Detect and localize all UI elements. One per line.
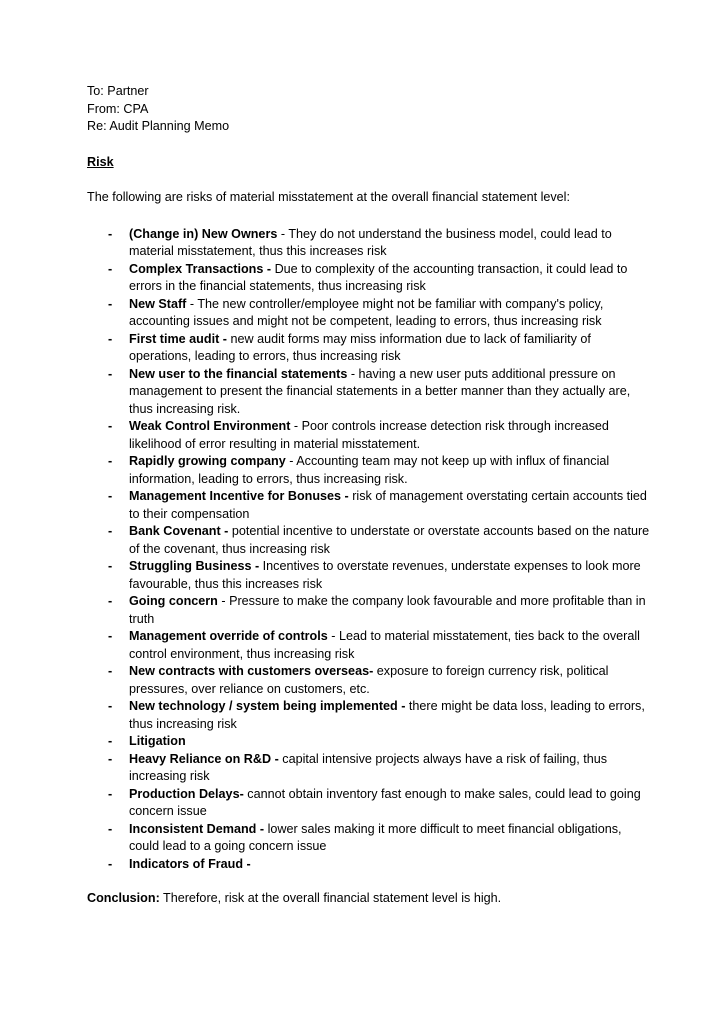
bullet-dash: - [108,821,113,836]
bullet-dash: - [108,751,113,766]
risk-term: Inconsistent Demand - [129,821,268,836]
risk-term: New user to the financial statements [129,366,348,381]
risk-item [87,226,654,261]
conclusion-label: Conclusion: [87,891,160,905]
risk-description: lower sales making it more difficult to meet financial obligations, could lead to a going concern issue [129,821,622,853]
risk-item [87,856,654,874]
risk-term: Weak Control Environment [129,419,291,433]
bullet-dash: - [108,524,113,538]
intro-text: The following are risks of material misstatement at the overall financial statement level: [87,190,570,204]
risk-term: (Change in) New Owners [129,226,278,241]
risk-term: Litigation [129,734,186,748]
risk-term: Production Delays- [129,786,248,801]
conclusion [87,890,654,908]
risk-item [87,331,654,366]
risk-description: - Accounting team may not keep up with influx of financial information, leading to errors, thus increasing risk. [129,454,610,486]
risk-term: Rapidly growing company [129,454,286,468]
risk-term: New technology / system being implemented - [129,699,409,713]
risk-term: Management override of controls [129,629,328,643]
memo-from: From: CPA [87,101,149,116]
bullet-dash: - [108,366,113,381]
risk-item [87,786,654,821]
risk-item [87,418,654,453]
risk-description: exposure to foreign currency risk, political pressures, over reliance on customers, etc. [129,664,609,696]
risk-item [87,733,654,751]
risk-item [87,698,654,733]
risk-item [87,488,654,523]
risk-description: - The new controller/employee might not be familiar with company's policy, accounting issues and might not be competent, leading to errors, thus increasing risk [129,296,604,328]
risk-description: cannot obtain inventory fast enough to make sales, could lead to going concern issue [129,786,641,818]
bullet-dash: - [108,559,113,573]
risk-item [87,366,654,419]
risk-term: First time audit - [129,331,231,346]
risk-item [87,821,654,856]
risk-description: Incentives to overstate revenues, understate expenses to look more favourable, thus this increases risk [129,559,641,591]
bullet-dash: - [108,226,113,241]
risk-item [87,628,654,663]
bullet-dash: - [108,489,113,503]
bullet-dash: - [108,699,113,713]
risk-description: - Lead to material misstatement, ties back to the overall control environment, thus increasing risk [129,629,640,661]
risk-item [87,261,654,296]
risk-term: Management Incentive for Bonuses - [129,489,353,503]
bullet-dash: - [108,594,113,608]
bullet-dash: - [108,629,113,643]
risk-description: - Pressure to make the company look favourable and more profitable than in truth [129,594,646,626]
bullet-dash: - [108,419,113,433]
bullet-dash: - [108,786,113,801]
risk-term: Heavy Reliance on R&D - [129,751,283,766]
bullet-dash: - [108,856,113,871]
risk-term: Struggling Business - [129,559,263,573]
risk-description: - having a new user puts additional pressure on management to present the financial statements in a better manner than they actually are, thus increasing risk. [129,366,631,416]
bullet-dash: - [108,296,113,311]
risk-item [87,296,654,331]
memo-subject: Re: Audit Planning Memo [87,119,230,133]
risk-term: Indicators of Fraud - [129,856,251,871]
risk-item [87,558,654,593]
risk-description: - Poor controls increase detection risk through increased likelihood of error resulting in material misstatement. [129,419,609,451]
bullet-dash: - [108,331,113,346]
risk-description: there might be data loss, leading to errors, thus increasing risk [129,699,645,731]
risk-item [87,663,654,698]
bullet-dash: - [108,454,113,468]
risk-term: New contracts with customers overseas- [129,664,377,678]
risk-list [87,226,654,874]
risk-item [87,523,654,558]
risk-term: New Staff [129,296,187,311]
risk-item [87,453,654,488]
risk-description: risk of management overstating certain accounts tied to their compensation [129,489,647,521]
risk-term: Complex Transactions - [129,261,275,276]
bullet-dash: - [108,734,113,748]
risk-term: Bank Covenant - [129,524,232,538]
risk-term: Going concern [129,594,218,608]
risk-item [87,593,654,628]
risk-description: new audit forms may miss information due to lack of familiarity of operations, leading to errors, thus increasing risk [129,331,591,363]
section-heading-risk: Risk [87,154,114,169]
memo-to: To: Partner [87,84,149,98]
bullet-dash: - [108,261,113,276]
risk-item [87,751,654,786]
bullet-dash: - [108,664,113,678]
risk-description: - They do not understand the business model, could lead to material misstatement, thus this increases risk [129,226,612,258]
risk-description: capital intensive projects always have a risk of failing, thus increasing risk [129,751,608,783]
risk-description: Due to complexity of the accounting transaction, it could lead to errors in the financial statements, thus increasing risk [129,261,628,293]
risk-description: potential incentive to understate or overstate accounts based on the nature of the covenant, thus increasing risk [129,524,650,556]
conclusion-text: Therefore, risk at the overall financial statement level is high. [159,891,502,905]
